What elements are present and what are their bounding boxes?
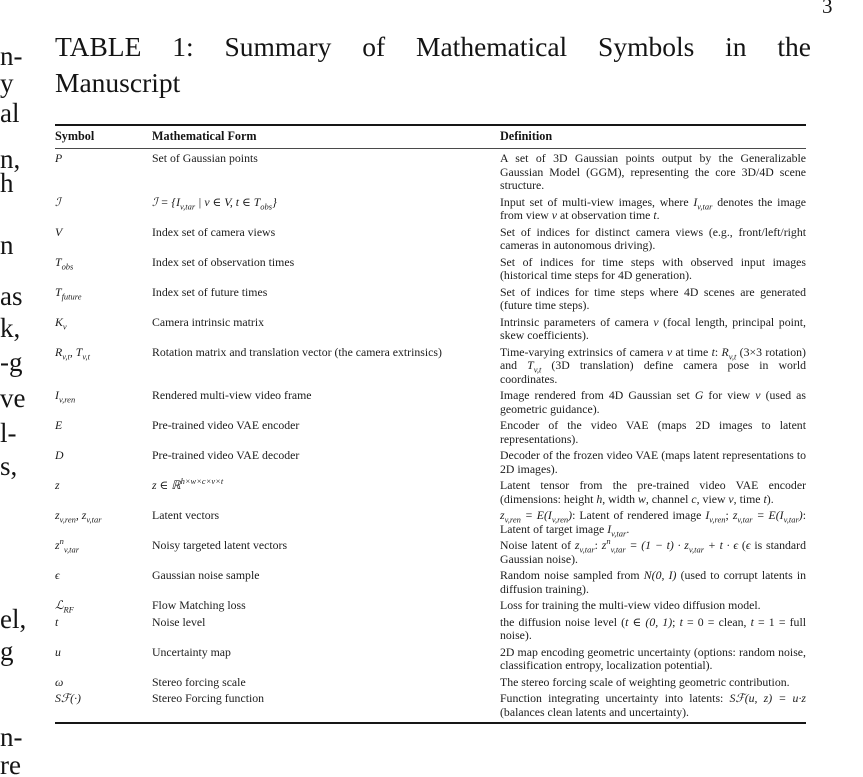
symbol-cell: ω bbox=[55, 674, 64, 689]
symbol-cell: $z^n_{v,tar}$ bbox=[55, 536, 80, 555]
mathematical-form-cell: Noise level bbox=[152, 614, 206, 629]
definition-cell: Set of indices for time steps with observed input images (historical time steps for 4D generation). bbox=[500, 254, 806, 282]
definition-cell: Decoder of the frozen video VAE (maps latent representations to 2D images). bbox=[500, 448, 806, 476]
definition-cell: Random noise sampled from N(0, I) (used to corrupt latents in diffusion training). bbox=[500, 568, 807, 596]
margin-text-fragment: h bbox=[0, 168, 14, 198]
symbol-cell: $R_{v,t}$, $T_{v,t}$ bbox=[55, 344, 90, 361]
definition-cell: 2D map encoding geometric uncertainty (options: random noise, classification entropy, localization potential). bbox=[500, 644, 806, 672]
column-header-definition: Definition bbox=[500, 125, 806, 149]
mathematical-form-cell: Set of Gaussian points bbox=[152, 151, 258, 165]
symbol-cell: Sℱ(·) bbox=[55, 691, 81, 705]
mathematical-form-cell: Pre-trained video VAE encoder bbox=[152, 418, 300, 432]
mathematical-form-cell: Uncertainty map bbox=[152, 644, 231, 659]
mathematical-form-cell: Gaussian noise sample bbox=[152, 568, 260, 582]
table-row bbox=[55, 676, 806, 693]
margin-text-fragment: as bbox=[0, 281, 23, 311]
definition-cell: $z_{v,ren} = E(I_{v,ren})$: Latent of rendered image $I_{v,ren}$; $z_{v,tar} = E(I_{v,tar})$: Latent of target image $I_{v,tar}$. bbox=[500, 508, 806, 538]
table-caption-line-2: Manuscript bbox=[55, 66, 181, 98]
table-row bbox=[55, 599, 806, 616]
table-row bbox=[55, 316, 806, 346]
definition-cell: Intrinsic parameters of camera v (focal length, principal point, skew coefficients). bbox=[500, 314, 806, 342]
symbol-cell: z bbox=[55, 478, 60, 492]
table-row bbox=[55, 539, 806, 569]
mathematical-form-cell: z ∈ ℝ$^{h\times w\times c\times v\times t}$ bbox=[152, 476, 224, 492]
definition-cell: A set of 3D Gaussian points output by the Generalizable Gaussian Model (GGM), representing the core 3D/4D scene structure. bbox=[500, 151, 806, 192]
mathematical-form-cell: Latent vectors bbox=[152, 508, 220, 522]
symbol-cell: ϵ bbox=[55, 568, 60, 582]
table-row bbox=[55, 286, 806, 316]
mathematical-form-cell: Camera intrinsic matrix bbox=[152, 314, 265, 329]
table-row bbox=[55, 419, 806, 449]
definition-cell: Set of indices for distinct camera views (e.g., front/left/right cameras in autonomous driving). bbox=[500, 224, 806, 252]
symbol-cell: $z_{v,ren}$, $z_{v,tar}$ bbox=[55, 508, 102, 525]
definition-cell: Input set of multi-view images, where $I_{v,tar}$ denotes the image from view v at observation time t. bbox=[500, 194, 806, 222]
mathematical-form-cell: Stereo Forcing function bbox=[152, 691, 265, 705]
margin-text-fragment: n bbox=[0, 230, 14, 260]
table-row bbox=[55, 646, 806, 676]
definition-cell: Noise latent of $z_{v,tar}$: $z^n_{v,tar} = (1 - t) \cdot z_{v,tar} + t \cdot \epsilon$ (ϵ is standard Gaussian noise). bbox=[500, 536, 806, 566]
margin-text-fragment: al bbox=[0, 98, 20, 128]
symbol-cell: V bbox=[55, 224, 63, 239]
definition-cell: Set of indices for time steps where 4D scenes are generated (future time steps). bbox=[500, 284, 806, 312]
table-row bbox=[55, 256, 806, 286]
symbol-cell: $I_{v,ren}$ bbox=[55, 388, 76, 405]
definition-cell: Function integrating uncertainty into latents: Sℱ(u, z) = u·z (balances clean latents and uncertainty). bbox=[500, 691, 806, 719]
column-header-mathematical-form: Mathematical Form bbox=[152, 125, 500, 149]
table-row bbox=[55, 196, 806, 226]
column-header-symbol: Symbol bbox=[55, 125, 152, 149]
symbol-cell: ℐ bbox=[55, 194, 61, 209]
margin-text-fragment: k, bbox=[0, 313, 21, 343]
definition-cell: Image rendered from 4D Gaussian set G for view v (used as geometric guidance). bbox=[500, 388, 807, 416]
mathematical-form-cell: Noisy targeted latent vectors bbox=[152, 538, 288, 552]
table-row bbox=[55, 692, 806, 723]
table-row bbox=[55, 509, 806, 539]
mathematical-form-cell: Pre-trained video VAE decoder bbox=[152, 448, 300, 462]
mathematical-form-cell: Rendered multi-view video frame bbox=[152, 388, 312, 402]
mathematical-form-cell: Rotation matrix and translation vector (the camera extrinsics) bbox=[152, 344, 442, 359]
symbol-cell: $K_v$ bbox=[55, 314, 67, 331]
definition-cell: Loss for training the multi-view video diffusion model. bbox=[500, 598, 761, 612]
symbol-cell: u bbox=[55, 644, 61, 659]
table-row bbox=[55, 346, 806, 390]
symbols-table-body bbox=[55, 149, 806, 724]
margin-text-fragment: n- bbox=[0, 722, 23, 752]
margin-text-fragment: g bbox=[0, 636, 14, 666]
margin-text-fragment: n, bbox=[0, 144, 21, 174]
margin-text-fragment: el, bbox=[0, 604, 27, 634]
table-header-row bbox=[55, 125, 806, 149]
symbol-cell: t bbox=[55, 614, 59, 629]
definition-cell: Encoder of the video VAE (maps 2D images to latent representations). bbox=[500, 418, 806, 446]
mathematical-form-cell: Index set of future times bbox=[152, 284, 268, 299]
margin-text-fragment: re bbox=[0, 750, 21, 777]
table-row bbox=[55, 149, 806, 196]
table-row bbox=[55, 449, 806, 479]
symbols-table bbox=[55, 124, 806, 724]
symbol-cell: P bbox=[55, 151, 63, 165]
margin-text-fragment: y bbox=[0, 68, 14, 98]
table-row bbox=[55, 569, 806, 599]
symbol-cell: ℒ$_{RF}$ bbox=[55, 598, 74, 615]
mathematical-form-cell: Index set of observation times bbox=[152, 254, 295, 269]
definition-cell: The stereo forcing scale of weighting geometric contribution. bbox=[500, 674, 790, 689]
margin-text-fragment: ve bbox=[0, 383, 26, 413]
mathematical-form-cell: ℐ = {$I_{v,tar}$ | v ∈ V, t ∈ $T_{obs}$} bbox=[152, 194, 277, 211]
margin-text-fragment: s, bbox=[0, 451, 18, 481]
symbol-cell: $T_{obs}$ bbox=[55, 254, 74, 271]
symbol-cell: $T_{future}$ bbox=[55, 284, 82, 301]
margin-text-fragment: -g bbox=[0, 347, 23, 377]
page-number: 3 bbox=[822, 0, 833, 18]
definition-cell: Latent tensor from the pre-trained video VAE encoder (dimensions: height h, width w, channel c, view v, time t). bbox=[500, 478, 806, 506]
table-row bbox=[55, 226, 806, 256]
table-row bbox=[55, 389, 806, 419]
definition-cell: the diffusion noise level (t ∈ (0, 1); t = 0 = clean, t = 1 = full noise). bbox=[500, 614, 806, 642]
mathematical-form-cell: Index set of camera views bbox=[152, 224, 276, 239]
symbol-cell: D bbox=[55, 448, 64, 462]
symbol-cell: E bbox=[55, 418, 63, 432]
table-row bbox=[55, 479, 806, 509]
mathematical-form-cell: Stereo forcing scale bbox=[152, 674, 246, 689]
table-row bbox=[55, 616, 806, 646]
margin-text-fragment: n- bbox=[0, 41, 23, 71]
definition-cell: Time-varying extrinsics of camera v at time t: $R_{v,t}$ (3×3 rotation) and $T_{v,t}$ (3D translation) define camera pose in world coordinates. bbox=[500, 344, 806, 386]
table-caption-line-1: TABLE 1: Summary of Mathematical Symbols in the bbox=[55, 31, 811, 62]
margin-text-fragment: l- bbox=[0, 418, 17, 448]
mathematical-form-cell: Flow Matching loss bbox=[152, 598, 246, 612]
table-caption bbox=[55, 29, 811, 100]
